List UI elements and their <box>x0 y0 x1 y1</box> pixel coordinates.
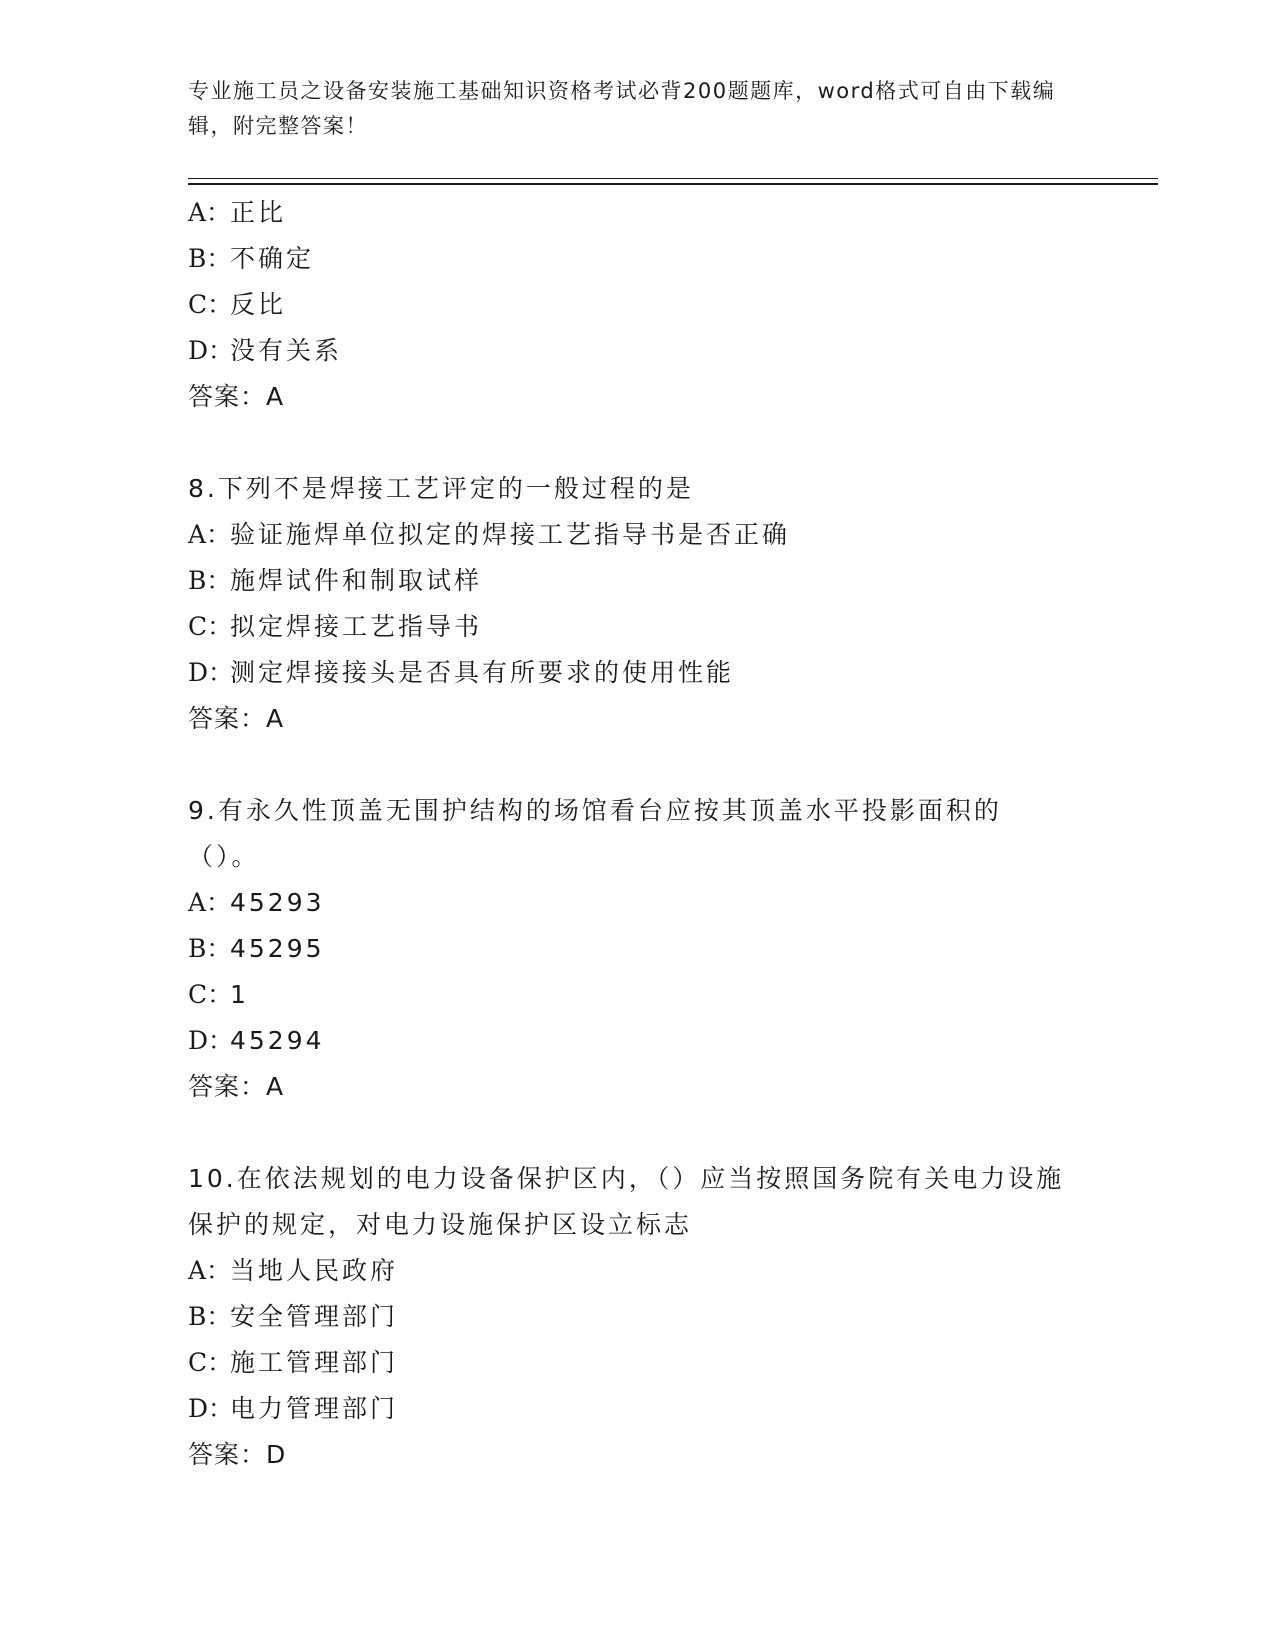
question-stem: 9.有永久性顶盖无围护结构的场馆看台应按其顶盖水平投影面积的（）。 <box>188 796 1002 871</box>
option-a <box>188 190 1088 236</box>
option-letter: C： <box>188 980 233 1009</box>
answer-value: A <box>266 382 285 411</box>
option-d <box>188 650 1088 696</box>
answer-label: 答案： <box>188 1440 267 1469</box>
question-stem: 10.在依法规划的电力设备保护区内，（）应当按照国务院有关电力设施保护的规定，对电力设施保护区设立标志 <box>188 1164 1065 1239</box>
option-letter: D： <box>188 1394 234 1423</box>
answer-line <box>188 1064 1088 1110</box>
option-a <box>188 880 1088 926</box>
option-letter: C： <box>188 612 233 641</box>
answer-value: D <box>266 1440 287 1469</box>
answer-label: 答案： <box>188 704 267 733</box>
option-a <box>188 512 1088 558</box>
option-letter: D： <box>188 1026 234 1055</box>
option-a <box>188 1248 1088 1294</box>
option-letter: C： <box>188 290 233 319</box>
option-letter: C： <box>188 1348 233 1377</box>
option-d <box>188 1386 1088 1432</box>
option-letter: A： <box>188 888 232 917</box>
header-rule-thick <box>188 183 1158 185</box>
option-c <box>188 604 1088 650</box>
option-letter: A： <box>188 198 232 227</box>
option-text: 拟定焊接工艺指导书 <box>230 612 483 641</box>
option-d <box>188 1018 1088 1064</box>
question-stem: 8.下列不是焊接工艺评定的一般过程的是 <box>188 474 694 503</box>
option-text: 正比 <box>230 198 287 227</box>
option-text: 1 <box>230 980 249 1009</box>
spacer <box>188 1110 1088 1156</box>
option-text: 电力管理部门 <box>230 1394 399 1423</box>
option-text: 45294 <box>230 1026 325 1055</box>
option-b <box>188 926 1088 972</box>
option-letter: D： <box>188 336 234 365</box>
option-c <box>188 1340 1088 1386</box>
answer-value: A <box>266 704 285 733</box>
answer-line <box>188 374 1088 420</box>
question-block <box>188 788 1088 1110</box>
option-c <box>188 282 1088 328</box>
option-text: 安全管理部门 <box>230 1302 399 1331</box>
answer-label: 答案： <box>188 1072 267 1101</box>
page-header: 专业施工员之设备安装施工基础知识资格考试必背200题题库，word格式可自由下载编辑，附完整答案！ <box>188 79 1056 138</box>
spacer <box>188 420 1088 466</box>
option-text: 测定焊接接头是否具有所要求的使用性能 <box>230 658 735 687</box>
question-block <box>188 190 1088 420</box>
answer-label: 答案： <box>188 382 267 411</box>
option-letter: B： <box>188 244 232 273</box>
option-text: 反比 <box>230 290 287 319</box>
header-rule-thin <box>188 178 1158 179</box>
option-b <box>188 236 1088 282</box>
answer-line <box>188 696 1088 742</box>
option-text: 施工管理部门 <box>230 1348 399 1377</box>
option-b <box>188 1294 1088 1340</box>
option-text: 验证施焊单位拟定的焊接工艺指导书是否正确 <box>230 520 791 549</box>
option-text: 不确定 <box>230 244 315 273</box>
option-letter: A： <box>188 520 232 549</box>
option-text: 当地人民政府 <box>230 1256 399 1285</box>
option-text: 没有关系 <box>230 336 343 365</box>
option-letter: B： <box>188 566 232 595</box>
option-letter: D： <box>188 658 234 687</box>
option-letter: B： <box>188 934 232 963</box>
option-letter: A： <box>188 1256 232 1285</box>
question-block <box>188 466 1088 742</box>
answer-line <box>188 1432 1088 1478</box>
option-letter: B： <box>188 1302 232 1331</box>
answer-value: A <box>266 1072 285 1101</box>
option-text: 施焊试件和制取试样 <box>230 566 483 595</box>
option-c <box>188 972 1088 1018</box>
question-block <box>188 1156 1088 1478</box>
spacer <box>188 742 1088 788</box>
option-text: 45293 <box>230 888 325 917</box>
option-d <box>188 328 1088 374</box>
option-text: 45295 <box>230 934 325 963</box>
question-list <box>188 190 1088 1478</box>
option-b <box>188 558 1088 604</box>
